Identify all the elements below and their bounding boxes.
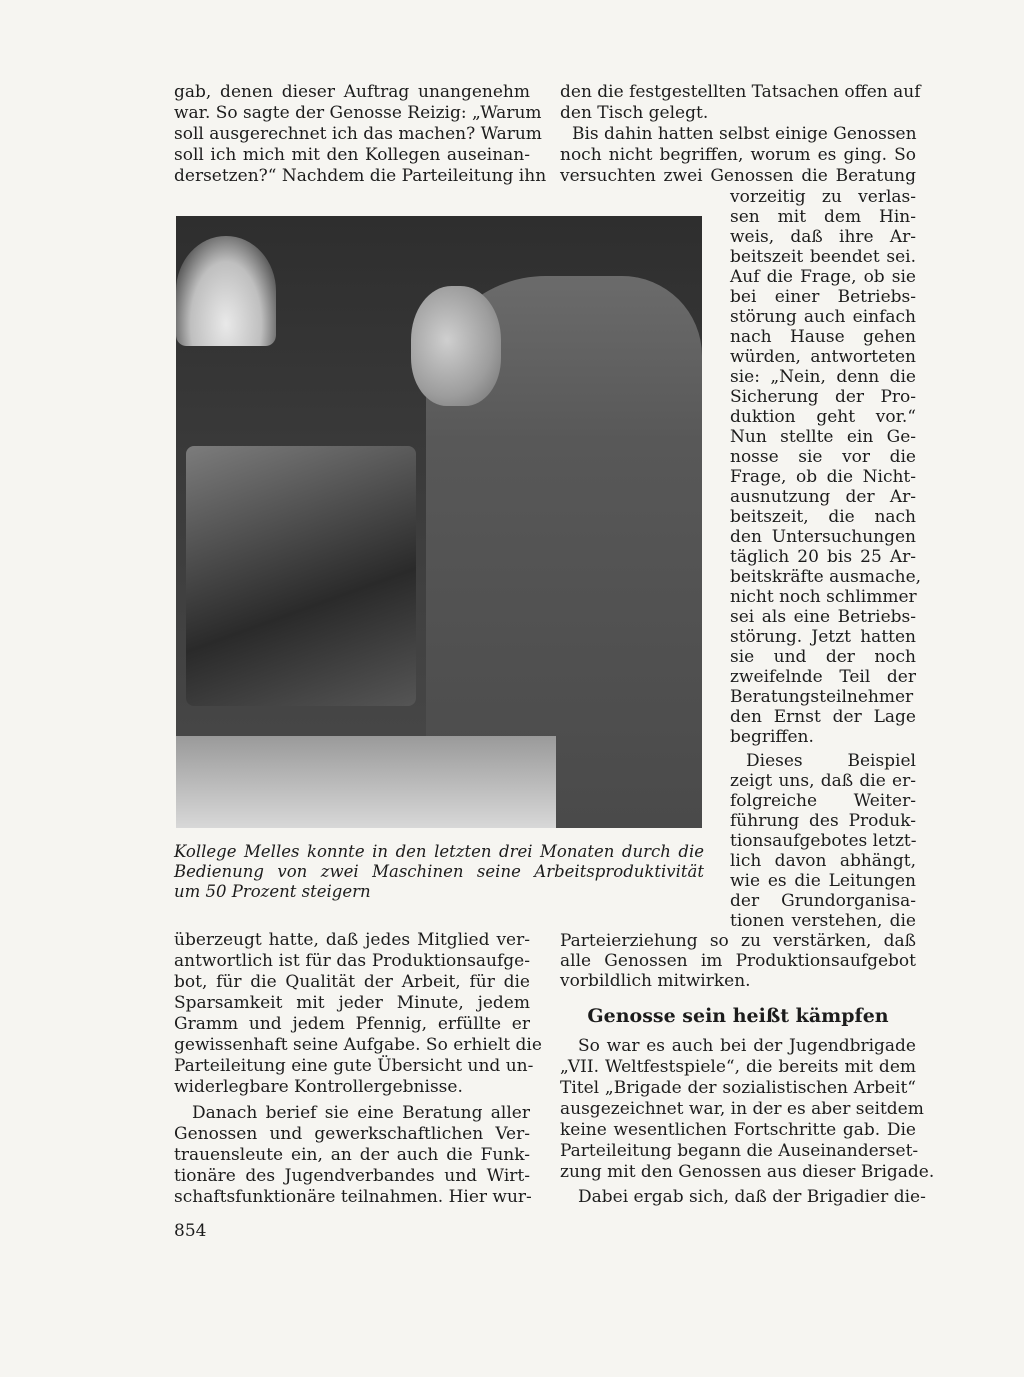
section-heading: Genosse sein heißt kämpfen xyxy=(587,1005,889,1027)
text-line: störung. Jetzt hatten xyxy=(730,627,916,647)
text-line: täglich 20 bis 25 Ar- xyxy=(730,547,916,567)
text-line: tionen verstehen, die xyxy=(730,911,916,931)
text-line: sei als eine Betriebs- xyxy=(730,607,916,627)
text-line: Titel „Brigade der sozialistischen Arbeit“ xyxy=(560,1078,916,1098)
lamp-shape xyxy=(176,236,276,346)
worker-head-shape xyxy=(411,286,501,406)
text-line: Danach berief sie eine Beratung aller xyxy=(192,1103,530,1123)
text-line: Nun stellte ein Ge- xyxy=(730,427,916,447)
text-line: lich davon abhängt, xyxy=(730,851,916,871)
caption-line: Kollege Melles konnte in den letzten drei Monaten durch die xyxy=(174,842,704,861)
text-line: wie es die Leitungen xyxy=(730,871,916,891)
text-line: der Grundorganisa- xyxy=(730,891,916,911)
text-line: störung auch einfach xyxy=(730,307,916,327)
text-line: soll ich mich mit den Kollegen auseinan- xyxy=(174,145,530,165)
text-line: ausnutzung der Ar- xyxy=(730,487,916,507)
text-line: gewissenhaft seine Aufgabe. So erhielt die xyxy=(174,1035,542,1055)
page-number: 854 xyxy=(174,1221,207,1241)
text-line: Dabei ergab sich, daß der Brigadier die- xyxy=(578,1187,926,1207)
text-line: bot, für die Qualität der Arbeit, für die xyxy=(174,972,530,992)
bench-shape xyxy=(176,736,556,828)
text-line: Gramm und jedem Pfennig, erfüllte er xyxy=(174,1014,530,1034)
text-line: zung mit den Genossen aus dieser Brigade. xyxy=(560,1162,935,1182)
text-line: beitszeit, die nach xyxy=(730,507,916,527)
text-line: bei einer Betriebs- xyxy=(730,287,916,307)
text-line: begriffen. xyxy=(730,727,814,747)
text-line: zweifelnde Teil der xyxy=(730,667,916,687)
text-line: führung des Produk- xyxy=(730,811,916,831)
text-line: nosse sie vor die xyxy=(730,447,916,467)
text-line: antwortlich ist für das Produktionsaufge- xyxy=(174,951,530,971)
text-line: schaftsfunktionäre teilnahmen. Hier wur- xyxy=(174,1187,532,1207)
text-line: vorbildlich mitwirken. xyxy=(560,971,751,991)
text-line: vorzeitig zu verlas- xyxy=(730,187,916,207)
text-line: Sparsamkeit mit jeder Minute, jedem xyxy=(174,993,530,1013)
text-line: sen mit dem Hin- xyxy=(730,207,916,227)
text-line: sie: „Nein, denn die xyxy=(730,367,916,387)
text-line: soll ausgerechnet ich das machen? Warum xyxy=(174,124,542,144)
text-line: überzeugt hatte, daß jedes Mitglied ver- xyxy=(174,930,530,950)
text-line: Parteierziehung so zu verstärken, daß xyxy=(560,931,916,951)
text-line: Beratungsteilnehmer xyxy=(730,687,914,707)
text-line: keine wesentlichen Fortschritte gab. Die xyxy=(560,1120,916,1140)
text-line: alle Genossen im Produktionsaufgebot xyxy=(560,951,916,971)
text-line: trauensleute ein, an der auch die Funk- xyxy=(174,1145,530,1165)
text-line: beitskräfte ausmache, xyxy=(730,567,922,587)
text-line: Parteileitung eine gute Übersicht und un- xyxy=(174,1056,534,1076)
text-line: duktion geht vor.“ xyxy=(730,407,916,427)
text-line: versuchten zwei Genossen die Beratung xyxy=(560,166,916,186)
text-line: weis, daß ihre Ar- xyxy=(730,227,916,247)
text-line: Sicherung der Pro- xyxy=(730,387,916,407)
text-line: Dieses Beispiel xyxy=(746,751,916,771)
text-line: Auf die Frage, ob sie xyxy=(730,267,916,287)
text-line: den Ernst der Lage xyxy=(730,707,916,727)
text-line: „VII. Weltfestspiele“, die bereits mit dem xyxy=(560,1057,916,1077)
text-line: So war es auch bei der Jugendbrigade xyxy=(578,1036,916,1056)
caption-line: um 50 Prozent steigern xyxy=(174,882,371,901)
text-line: beitszeit beendet sei. xyxy=(730,247,916,267)
text-line: widerlegbare Kontrollergebnisse. xyxy=(174,1077,463,1097)
caption-line: Bedienung von zwei Maschinen seine Arbeitsproduktivität xyxy=(174,862,704,881)
text-line: den die festgestellten Tatsachen offen auf xyxy=(560,82,921,102)
text-line: ausgezeichnet war, in der es aber seitdem xyxy=(560,1099,924,1119)
text-line: Bis dahin hatten selbst einige Genossen xyxy=(572,124,917,144)
text-line: noch nicht begriffen, worum es ging. So xyxy=(560,145,916,165)
text-line: Genossen und gewerkschaftlichen Ver- xyxy=(174,1124,530,1144)
text-line: sie und der noch xyxy=(730,647,916,667)
text-line: würden, antworteten xyxy=(730,347,916,367)
text-line: folgreiche Weiter- xyxy=(730,791,916,811)
text-line: nach Hause gehen xyxy=(730,327,916,347)
text-line: den Untersuchungen xyxy=(730,527,916,547)
text-line: Parteileitung begann die Auseinanderset- xyxy=(560,1141,919,1161)
text-line: zeigt uns, daß die er- xyxy=(730,771,916,791)
text-line: war. So sagte der Genosse Reizig: „Warum xyxy=(174,103,542,123)
text-line: tionsaufgebotes letzt- xyxy=(730,831,917,851)
text-line: tionäre des Jugendverbandes und Wirt- xyxy=(174,1166,530,1186)
text-line: dersetzen?“ Nachdem die Parteileitung ihn xyxy=(174,166,547,186)
text-line: Frage, ob die Nicht- xyxy=(730,467,916,487)
text-line: nicht noch schlimmer xyxy=(730,587,917,607)
machine-shape xyxy=(186,446,416,706)
text-line: gab, denen dieser Auftrag unangenehm xyxy=(174,82,530,102)
photo-worker-at-machine xyxy=(176,216,702,828)
text-line: den Tisch gelegt. xyxy=(560,103,709,123)
